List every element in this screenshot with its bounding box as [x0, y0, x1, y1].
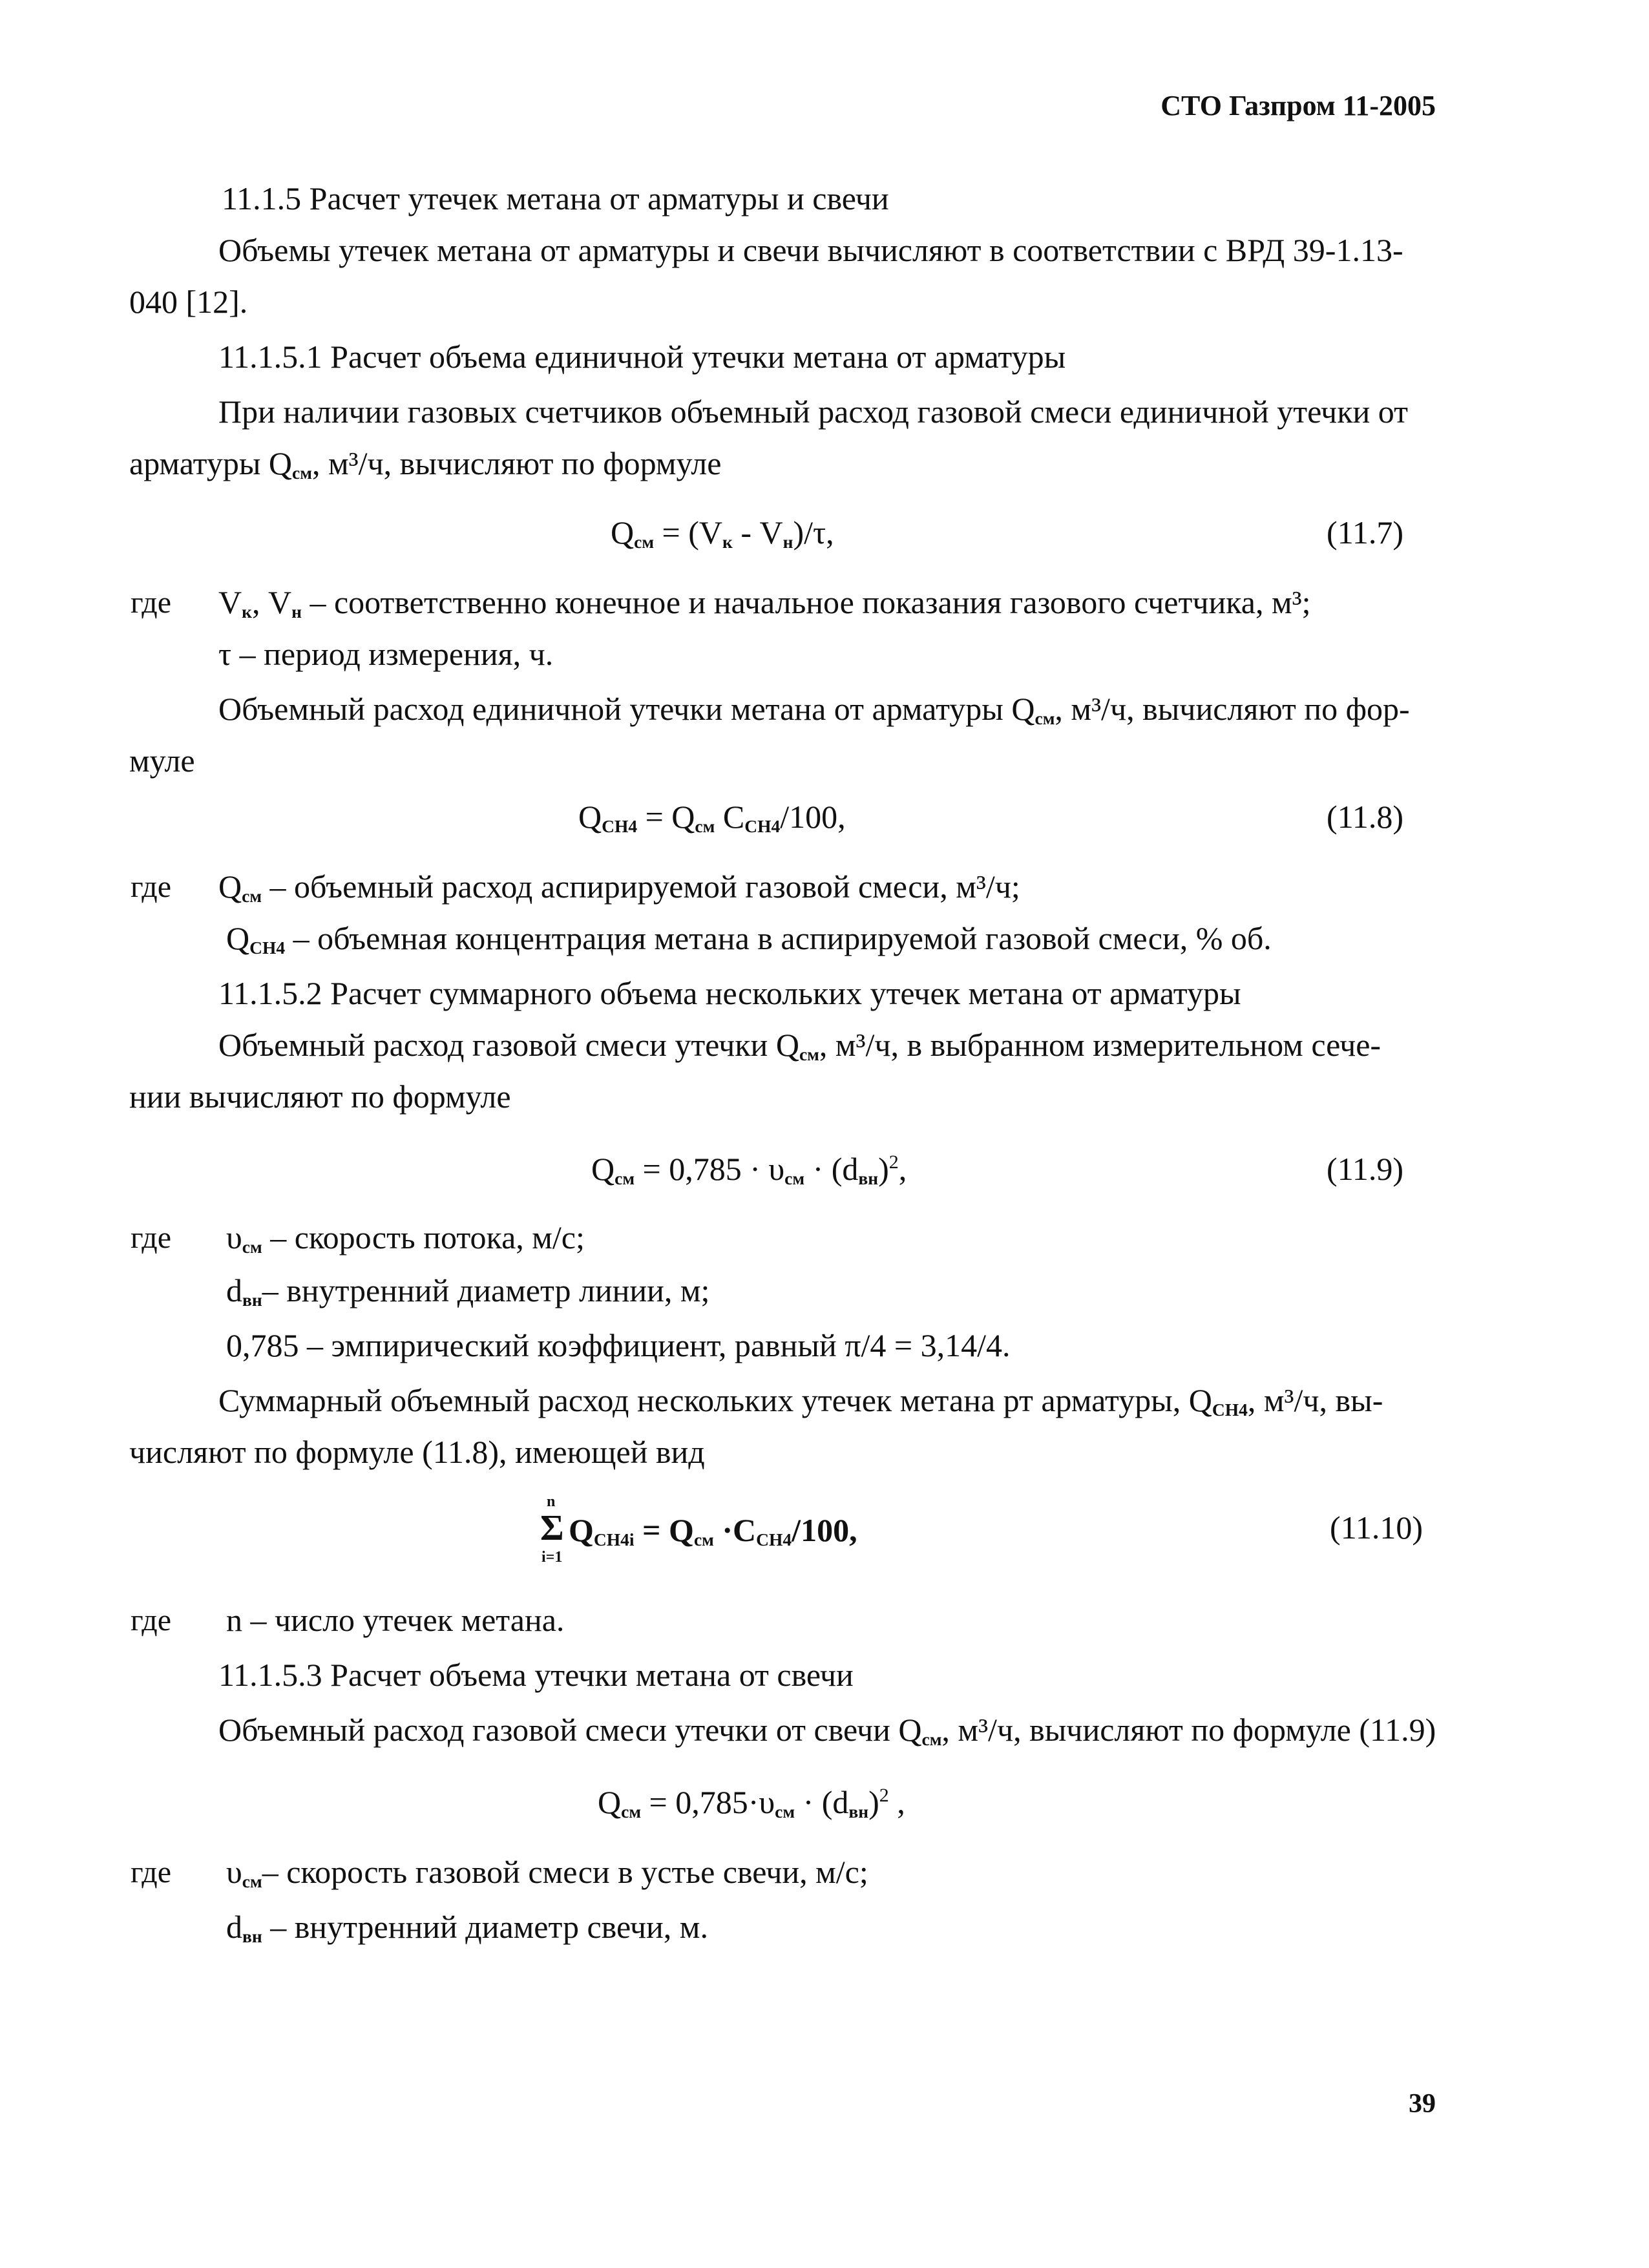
where-definition: $\upsilon_{см}$ – скорость потока, м/с; — [226, 1219, 585, 1257]
equation-number: (11.10) — [1330, 1509, 1423, 1546]
where-definition: 0,785 – эмпирический коэффициент, равный π/4 = 3,14/4. — [226, 1327, 1011, 1363]
section-heading-11-1-5-3: 11.1.5.3 Расчет объема утечки метана от свечи — [218, 1657, 854, 1693]
where-label: где — [131, 1603, 172, 1637]
paragraph-line: Суммарный объемный расход нескольких утечек метана рт арматуры, $Q_{CH4}$, м³/ч, вы- — [218, 1382, 1383, 1420]
where-definition: $\upsilon_{см}-$ скорость газовой смеси в устье свечи, м/с; — [226, 1854, 868, 1891]
paragraph-line: числяют по формуле (11.8), имеющей вид — [129, 1434, 705, 1470]
equation-number: (11.9) — [1327, 1151, 1403, 1187]
where-definition: $d_{вн}-$ внутренний диаметр линии, м; — [226, 1272, 710, 1310]
equation-number: (11.8) — [1327, 799, 1403, 835]
paragraph-line: Объемный расход газовой смеси утечки от свечи $Q_{см}$, м³/ч, вычисляют по формуле (11.9) — [218, 1712, 1436, 1749]
paragraph-line: 040 [12]. — [129, 284, 248, 320]
where-label: где — [131, 870, 172, 904]
where-definition: n – число утечек метана. — [226, 1602, 565, 1638]
paragraph-line: Объемы утечек метана от арматуры и свечи вычисляют в соответствии с ВРД 39-1.13- — [218, 232, 1403, 268]
where-label: где — [131, 1221, 172, 1255]
paragraph-line: нии вычисляют по формуле — [129, 1078, 511, 1115]
paragraph-line: муле — [129, 742, 195, 779]
where-definition: $Q_{CH4}$ – объемная концентрация метана в аспирируемой газовой смеси, % об. — [226, 920, 1272, 958]
equation-number: (11.7) — [1327, 514, 1403, 551]
section-heading-11-1-5-2: 11.1.5.2 Расчет суммарного объема нескольких утечек метана от арматуры — [218, 975, 1241, 1011]
document-header: СТО Газпром 11-2005 — [1161, 90, 1436, 121]
where-definition: $V_к$, $V_н$ – соответственно конечное и начальное показания газового счетчика, м³; — [218, 584, 1311, 622]
formula-11-7: $Q_{см} = (V_к - V_н)/\tau$, — [611, 514, 834, 552]
paragraph-line: При наличии газовых счетчиков объемный расход газовой смеси единичной утечки от — [218, 394, 1408, 430]
sum-symbol: n Σ i=1 — [540, 1493, 564, 1566]
where-definition: $d_{вн}$ – внутренний диаметр свечи, м. — [226, 1909, 708, 1946]
formula-11-9: $Q_{см} = 0,785 \cdot \upsilon_{см} \cdot (d_{вн})^2$, — [591, 1151, 907, 1188]
paragraph-line: Объемный расход единичной утечки метана от арматуры $Q_{см}$, м³/ч, вычисляют по фор- — [218, 691, 1410, 728]
paragraph-line: арматуры $Q_{см}$, м³/ч, вычисляют по формуле — [129, 445, 722, 483]
where-label: где — [131, 585, 172, 620]
section-heading-11-1-5: 11.1.5 Расчет утечек метана от арматуры и свечи — [222, 180, 889, 216]
formula-11-10: n Σ i=1 $Q_{CH4i} = Q_{см} \cdot C_{CH4}/100$, — [536, 1509, 857, 1550]
formula-candle: $Q_{см} = 0,785\cdot\upsilon_{см} \cdot (d_{вн})^2$ , — [598, 1784, 905, 1822]
paragraph-line: Объемный расход газовой смеси утечки $Q_{см}$, м³/ч, в выбранном измерительном сече- — [218, 1027, 1381, 1064]
where-definition: τ – период измерения, ч. — [218, 636, 554, 672]
section-heading-11-1-5-1: 11.1.5.1 Расчет объема единичной утечки метана от арматуры — [218, 339, 1066, 375]
page-number: 39 — [1409, 2089, 1436, 2119]
where-label: где — [131, 1855, 172, 1889]
where-definition: $Q_{см}$ – объемный расход аспирируемой газовой смеси, м³/ч; — [218, 868, 1020, 906]
formula-11-8: $Q_{CH4} = Q_{см}$ $C_{CH4}/100$, — [578, 799, 846, 836]
